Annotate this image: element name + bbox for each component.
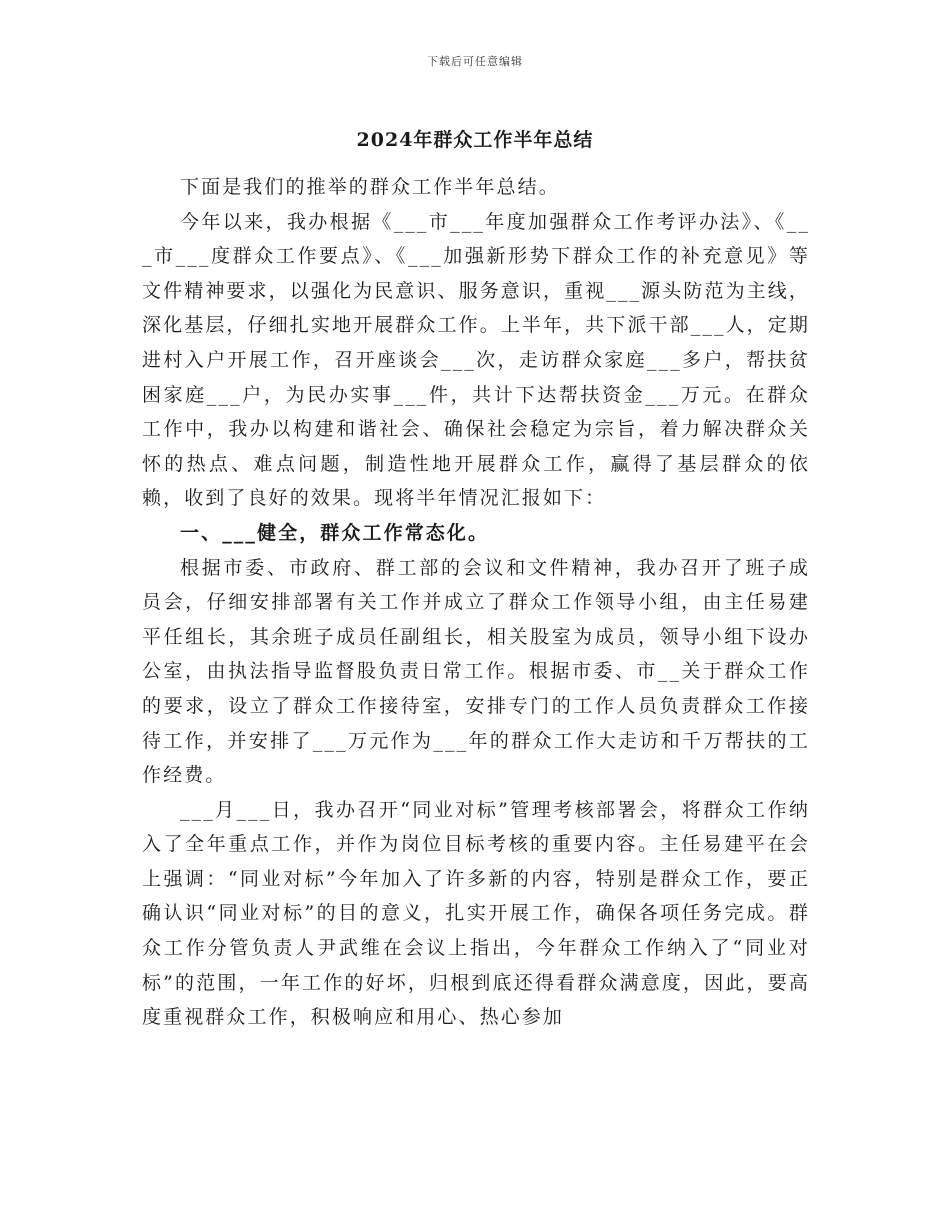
intro-paragraph: 下面是我们的推举的群众工作半年总结。 <box>180 176 560 198</box>
section-1-paragraph-1: 根据市委、市政府、群工部的会议和文件精神，我办召开了班子成员会，仔细安排部署有关工作并成立了群众工作领导小组，由主任易建平任组长，其余班子成员任副组长，相关股室为成员，领导小组下设办公室，由执法指导监督股负责日常工作。根据市委、市__关于群众工作的要求，设立了群众工作接待室，安排专门的工作人员负责群众工作接待工作，并安排了___万元作为___年的群众工作大走访和千万帮扶的工作经费。 <box>142 556 810 787</box>
document-title: 2024年群众工作半年总结 <box>356 129 594 151</box>
section-heading-1: 一、___健全，群众工作常态化。 <box>180 521 490 544</box>
overview-paragraph: 今年以来，我办根据《___市___年度加强群众工作考评办法》、《___市___度群众工作要点》、《___加强新形势下群众工作的补充意见》等文件精神要求，以强化为民意识、服务意识，重视___源头防范为主线，深化基层，仔细扎实地开展群众工作。上半年，共下派干部___人，定期进村入户开展工作，召开座谈会___次，走访群众家庭___多户，帮扶贫困家庭___户，为民办实事___件，共计下达帮扶资金___万元。在群众工作中，我办以构建和谐社会、确保社会稳定为宗旨，着力解决群众关怀的热点、难点问题，制造性地开展群众工作，赢得了基层群众的依赖，收到了良好的效果。现将半年情况汇报如下： <box>142 210 810 510</box>
section-1-paragraph-2: ___月___日，我办召开“同业对标”管理考核部署会，将群众工作纳入了全年重点工作，并作为岗位目标考核的重要内容。主任易建平在会上强调：“同业对标”今年加入了许多新的内容，特别是群众工作，要正确认识“同业对标”的目的意义，扎实开展工作，确保各项任务完成。群众工作分管负责人尹武维在会议上指出，今年群众工作纳入了“同业对标”的范围，一年工作的好坏，归根到底还得看群众满意度，因此，要高度重视群众工作，积极响应和用心、热心参加 <box>142 798 810 1029</box>
page-header-note: 下载后可任意编辑 <box>427 55 523 68</box>
document-body <box>142 170 810 1035</box>
